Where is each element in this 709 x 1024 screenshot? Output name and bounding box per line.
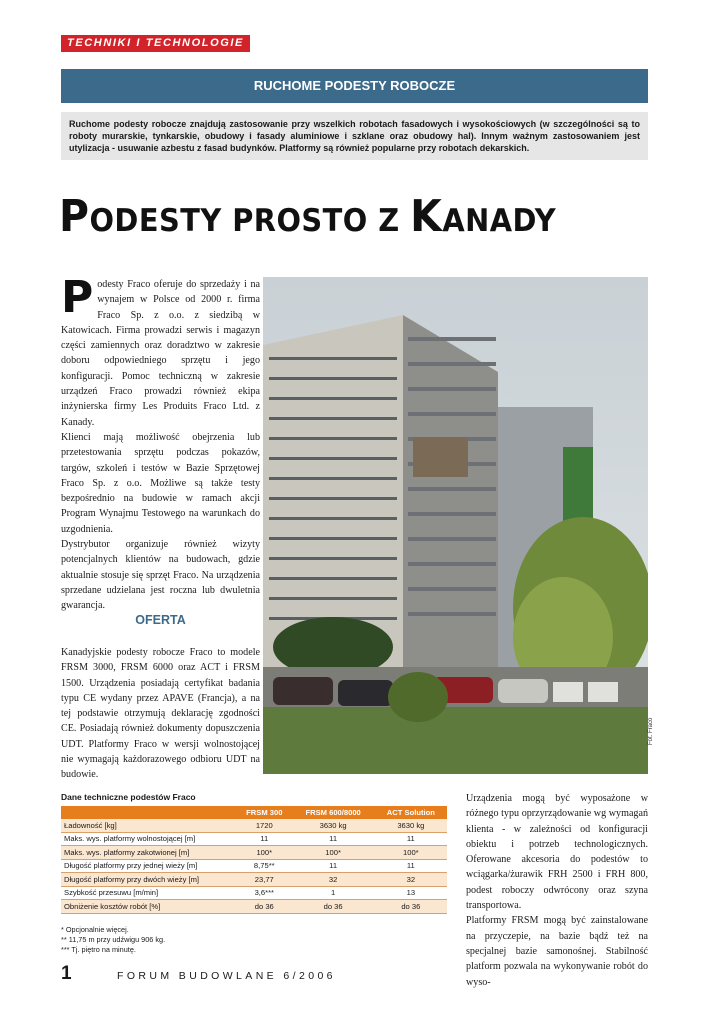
body-column-left-lower xyxy=(61,645,260,783)
table-row xyxy=(61,886,447,900)
cell: 11 xyxy=(375,859,447,873)
cell: 3,6*** xyxy=(237,886,292,900)
cell: 32 xyxy=(375,873,447,887)
column-header xyxy=(61,806,237,819)
cell: 100* xyxy=(292,846,375,860)
column-header: ACT Solution xyxy=(375,806,447,819)
cell: 3630 kg xyxy=(375,819,447,832)
row-label: Ładowność [kg] xyxy=(61,819,237,832)
topic-banner: RUCHOME PODESTY ROBOCZE xyxy=(61,69,648,103)
row-label: Długość platformy przy dwóch wieży [m] xyxy=(61,873,237,887)
table-title: Dane techniczne podestów Fraco xyxy=(61,792,196,802)
row-label: Obniżenie kosztów robót [%] xyxy=(61,900,237,914)
paragraph-1: odesty Fraco oferuje do sprzedaży i na wynajem w Polsce od 2000 r. firma Fraco Sp. z o.o. z siedzibą w Katowicach. Firma prowadzi serwis i magazyn części zamiennych oraz doradztwo w zakresie doboru odpowiedniego sprzętu i jego konfiguracji. Pomoc techniczną w zakresie urządzeń Fraco prowadzi również ekipa inżynierska firmy Les Produits Fraco Ltd. z Kanady. xyxy=(61,279,260,428)
building-photo xyxy=(263,277,648,774)
cell: 23,77 xyxy=(237,873,292,887)
article-headline: PODESTY PROSTO Z KANADY xyxy=(59,191,557,242)
cell: 1 xyxy=(292,886,375,900)
paragraph-6: Platformy FRSM mogą być zainstalowane na przyczepie, na bazie bądź też na specjalnej bazie samonośnej. Stabilność platform pozwala na wykonywanie robót do wyso- xyxy=(466,915,648,988)
table-row xyxy=(61,819,447,832)
cell: 11 xyxy=(375,832,447,846)
table-header-row xyxy=(61,806,447,819)
cell: 11 xyxy=(292,832,375,846)
paragraph-3: Dystrybutor organizuje również wizyty potencjalnych klientów na budowach, gdzie aktualnie stosuje się sprzęt Fraco. Na urządzenia sprzedane udzielana jest roczna lub dwuletnia gwarancja. xyxy=(61,539,260,612)
cell: do 36 xyxy=(237,900,292,914)
table-row xyxy=(61,859,447,873)
specs-table xyxy=(61,806,447,914)
footnote: * Opcjonalnie więcej. xyxy=(61,925,129,934)
footnote: ** 11,75 m przy udźwigu 906 kg. xyxy=(61,935,166,944)
section-tag: TECHNIKI I TECHNOLOGIE xyxy=(61,35,250,52)
row-label: Długość platformy przy jednej wieży [m] xyxy=(61,859,237,873)
body-column-left xyxy=(61,272,260,614)
column-header: FRSM 300 xyxy=(237,806,292,819)
cell: 100* xyxy=(237,846,292,860)
row-label: Maks. wys. platformy zakotwionej [m] xyxy=(61,846,237,860)
table-row xyxy=(61,873,447,887)
paragraph-2: Klienci mają możliwość obejrzenia lub przetestowania sprzętu podczas pokazów, targów, szkoleń i testów w Bazie Sprzętowej Fraco Sp. z o.o. Możliwe są także testy bezpośrednio na budowie w ramach akcji Program Wynajmu Testowego na warunkach do uzgodnienia. xyxy=(61,431,260,535)
row-label: Szybkość przesuwu [m/min] xyxy=(61,886,237,900)
cell: 13 xyxy=(375,886,447,900)
table-row xyxy=(61,846,447,860)
page-number: 1 xyxy=(61,963,72,984)
table-row xyxy=(61,900,447,914)
cell: 11 xyxy=(237,832,292,846)
cell: do 36 xyxy=(292,900,375,914)
row-label: Maks. wys. platformy wolnostojącej [m] xyxy=(61,832,237,846)
oferta-heading: OFERTA xyxy=(135,613,186,627)
cell: 32 xyxy=(292,873,375,887)
paragraph-4: Kanadyjskie podesty robocze Fraco to modele FRSM 3000, FRSM 6000 oraz ACT i FRSM 1500. Urządzenia posiadają certyfikat badania typu CE wydany przez APAVE (Francja), a na tej podstawie otrzymują deklarację zgodności CE. Posiadają również dokumenty dopuszczenia UDT. Platformy Fraco w wersji wolnostojącej nie wymagają każdorazowego odbioru UDT na budowie. xyxy=(61,647,260,781)
lead-paragraph: Ruchome podesty robocze znajdują zastosowanie przy wszelkich robotach fasadowych i wysokościowych (w szczególności są to roboty murarskie, tynkarskie, obudowy i fasady aluminiowe i szklane oraz obudowy hal). Innym ważnym zastosowaniem jest utylizacja - usuwanie azbestu z fasad budynków. Platformy są również popularne przy robotach dekarskich. xyxy=(61,112,648,160)
cell: 3630 kg xyxy=(292,819,375,832)
footnote: *** Tj. piętro na minutę. xyxy=(61,945,136,954)
cell: 11 xyxy=(292,859,375,873)
cell: 100* xyxy=(375,846,447,860)
paragraph-5: Urządzenia mogą być wyposażone w różnego typu oprzyrządowanie wg wymagań klienta - w zależności od konfiguracji obiektu i potrzeb technologicznych. Oferowane akcesoria do podestów to wciągarka/żurawik FRH 2500 i FRH 800, podest roboczy odwrócony oraz szyna transportowa. xyxy=(466,793,648,912)
publication-footer: FORUM BUDOWLANE 6/2006 xyxy=(117,970,336,982)
table-row xyxy=(61,832,447,846)
body-column-right xyxy=(466,791,648,990)
drop-cap: P xyxy=(61,272,94,323)
cell: 1720 xyxy=(237,819,292,832)
cell: do 36 xyxy=(375,900,447,914)
cell: 8,75** xyxy=(237,859,292,873)
table-notes xyxy=(61,925,165,955)
photo-credit: Fot. Fraco xyxy=(648,717,654,745)
column-header: FRSM 600/8000 xyxy=(292,806,375,819)
